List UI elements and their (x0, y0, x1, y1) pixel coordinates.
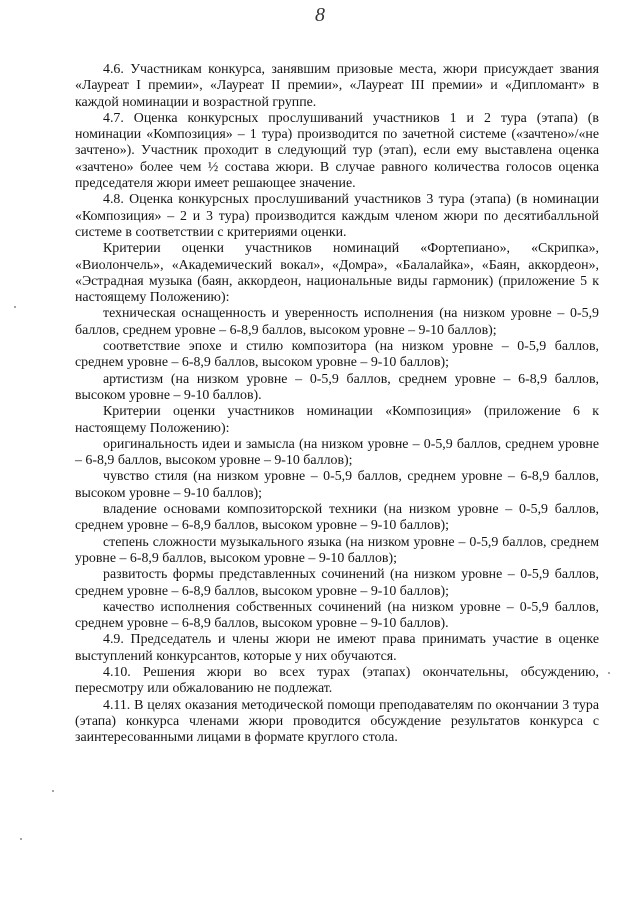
document-body (75, 62, 599, 746)
criterion-artistry: артистизм (на низком уровне – 0-5,9 баллов, среднем уровне – 6-8,9 баллов, высоком уровне – 9-10 баллов). (75, 371, 599, 403)
paragraph-4-7: 4.7. Оценка конкурсных прослушиваний участников 1 и 2 тура (этапа) (в номинации «Композиция» – 1 тура) производится по зачетной системе («зачтено»/«не зачтено»). Участник проходит в следующий тур (этап), если ему выставлена оценка «зачтено» более чем ½ состава жюри. В случае равного количества голосов оценка председателя жюри имеет решающее значение. (75, 110, 599, 192)
paragraph-4-6: 4.6. Участникам конкурса, занявшим призовые места, жюри присуждает звания «Лауреат I премии», «Лауреат II премии», «Лауреат III премии» и «Дипломант» в каждой номинации и возрастной группе. (75, 62, 599, 110)
paragraph-4-11: 4.11. В целях оказания методической помощи преподавателям по окончании 3 тура (этапа) конкурса членами жюри проводится обсуждение результатов конкурса с заинтересованными лицами в формате круглого стола. (75, 697, 599, 746)
scan-speck (14, 306, 16, 308)
scan-speck (608, 672, 610, 674)
criteria-intro-composition: Критерии оценки участников номинации «Композиция» (приложение 6 к настоящему Положению): (75, 404, 599, 436)
criterion-sense-of-style: чувство стиля (на низком уровне – 0-5,9 баллов, среднем уровне – 6-8,9 баллов, высоком уровне – 9-10 баллов); (75, 469, 599, 501)
criteria-intro-performers: Критерии оценки участников номинаций «Фортепиано», «Скрипка», «Виолончель», «Академический вокал», «Домра», «Балалайка», «Баян, аккордеон», «Эстрадная музыка (баян, аккордеон, национальные виды гармоник) (приложение 5 к настоящему Положению): (75, 241, 599, 306)
criterion-technique: техническая оснащенность и уверенность исполнения (на низком уровне – 0-5,9 баллов, среднем уровне – 6-8,9 баллов, высоком уровне – 9-10 баллов); (75, 306, 599, 338)
paragraph-4-9: 4.9. Председатель и члены жюри не имеют права принимать участие в оценке выступлений конкурсантов, которые у них обучаются. (75, 632, 599, 664)
paragraph-4-8: 4.8. Оценка конкурсных прослушиваний участников 3 тура (этапа) (в номинации «Композиция» – 2 и 3 тура) производится каждым членом жюри по десятибалльной системе в соответствии с критериями оценки. (75, 192, 599, 240)
page-number: 8 (315, 4, 325, 26)
criterion-musical-language: степень сложности музыкального языка (на низком уровне – 0-5,9 баллов, среднем уровне – 6-8,9 баллов, высоком уровне – 9-10 баллов); (75, 534, 599, 566)
scan-speck (20, 838, 22, 840)
scan-speck (52, 790, 54, 792)
paragraph-4-10: 4.10. Решения жюри во всех турах (этапах) окончательны, обсуждению, пересмотру или обжалованию не подлежат. (75, 664, 599, 697)
criterion-compositional-technique: владение основами композиторской техники (на низком уровне – 0-5,9 баллов, среднем уровне – 6-8,9 баллов, высоком уровне – 9-10 баллов); (75, 502, 599, 534)
criterion-style: соответствие эпохе и стилю композитора (на низком уровне – 0-5,9 баллов, среднем уровне – 6-8,9 баллов, высоком уровне – 9-10 баллов); (75, 339, 599, 371)
criterion-performance-quality: качество исполнения собственных сочинений (на низком уровне – 0-5,9 баллов, среднем уровне – 6-8,9 баллов, высоком уровне – 9-10 баллов). (75, 599, 599, 632)
criterion-form: развитость формы представленных сочинений (на низком уровне – 0-5,9 баллов, среднем уровне – 6-8,9 баллов, высоком уровне – 9-10 баллов); (75, 567, 599, 599)
criterion-originality: оригинальность идеи и замысла (на низком уровне – 0-5,9 баллов, среднем уровне – 6-8,9 баллов, высоком уровне – 9-10 баллов); (75, 436, 599, 469)
